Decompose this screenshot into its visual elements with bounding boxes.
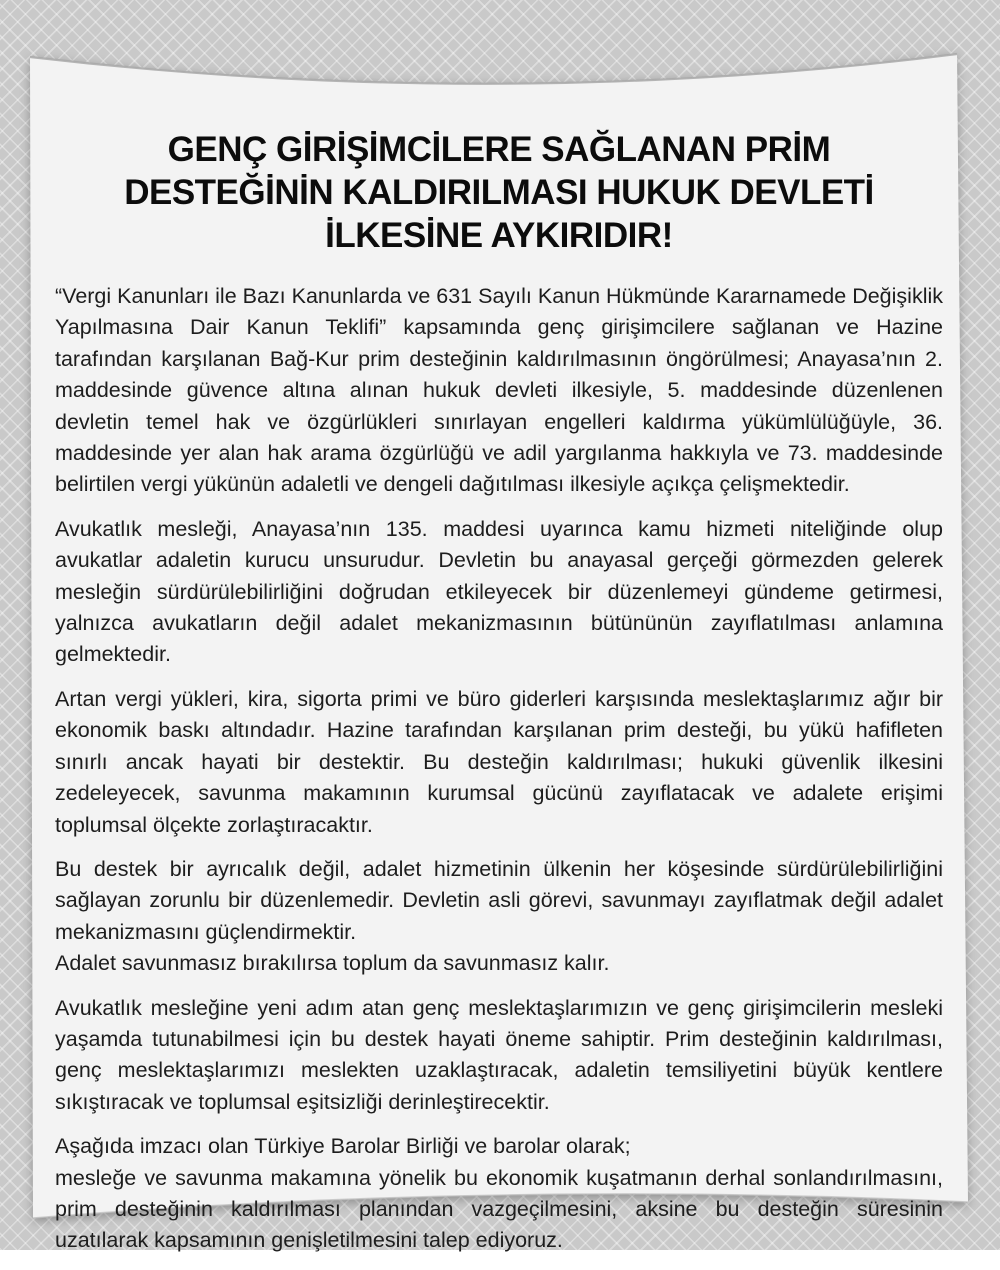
- paragraph-line: Bu destek bir ayrıcalık değil, adalet hizmetinin ülkenin her köşesinde sürdürülebilirliğini sağlayan zorunlu bir düzenlemedir. Devletin asli görevi, savunmayı zayıflatmak değil adalet mekanizmasını güçlendirmektir.: [55, 856, 943, 944]
- paragraph-line: Adalet savunmasız bırakılırsa toplum da savunmasız kalır.: [55, 951, 610, 976]
- title-line: İLKESİNE AYKIRIDIR!: [325, 216, 673, 255]
- paragraph: Avukatlık mesleği, Anayasa’nın 135. maddesi uyarınca kamu hizmeti niteliğinde olup avukatlar adaletin kurucu unsurudur. Devletin bu anayasal gerçeği görmezden gelerek mesleğin sürdürülebilirliğini doğrudan etkileyecek bir düzenlemeyi gündeme getirmesi, yalnızca avukatların değil adalet mekanizmasının bütününün zayıflatılması anlamına gelmektedir.: [55, 516, 943, 667]
- page-title: [55, 128, 943, 257]
- paragraph-line: mesleğe ve savunma makamına yönelik bu ekonomik kuşatmanın derhal sonlandırılmasını, prim desteğinin kaldırılması planından vazgeçilmesini, aksine bu desteğin süresinin uzatılarak kapsamının genişletilmesini talep ediyoruz.: [55, 1165, 943, 1253]
- statement-document: [55, 0, 943, 1270]
- title-line: GENÇ GİRİŞİMCİLERE SAĞLANAN PRİM: [167, 130, 831, 169]
- paragraph-line: Aşağıda imzacı olan Türkiye Barolar Birliği ve barolar olarak;: [55, 1134, 631, 1159]
- paragraph: [55, 854, 943, 980]
- title-line: DESTEĞİNİN KALDIRILMASI HUKUK DEVLETİ: [124, 173, 874, 212]
- paragraph: Artan vergi yükleri, kira, sigorta primi ve büro giderleri karşısında meslektaşlarımız ağır bir ekonomik baskı altındadır. Hazine tarafından karşılanan prim desteği, bu yükü hafifleten sınırlı ancak hayati bir destektir. Bu desteğin kaldırılması; hukuki güvenlik ilkesini zedeleyecek, savunma makamının kurumsal gücünü zayıflatacak ve adalete erişimi toplumsal ölçekte zorlaştıracaktır.: [55, 686, 943, 837]
- paragraph: Avukatlık mesleğine yeni adım atan genç meslektaşlarımızın ve genç girişimcilerin mesleki yaşamda tutunabilmesi için bu destek hayati öneme sahiptir. Prim desteğinin kaldırılması, genç meslektaşlarımızı meslekten uzaklaştıracak, adaletin temsiliyetini büyük kentlere sıkıştıracak ve toplumsal eşitsizliği derinleştirecektir.: [55, 995, 943, 1114]
- statement-body: [55, 281, 943, 1257]
- paragraph: “Vergi Kanunları ile Bazı Kanunlarda ve 631 Sayılı Kanun Hükmünde Kararnamede Değişiklik Yapılmasına Dair Kanun Teklifi” kapsamında genç girişimcilere sağlanan ve Hazine tarafından karşılanan Bağ-Kur prim desteğinin kaldırılmasının öngörülmesi; Anayasa’nın 2. maddesinde güvence altına alınan hukuk devleti ilkesiyle, 5. maddesinde düzenlenen devletin temel hak ve özgürlükleri sınırlayan engelleri kaldırma yükümlülüğüyle, 36. maddesinde yer alan hak arama özgürlüğü ve adil yargılanma hakkıyla ve 73. maddesinde belirtilen vergi yükünün adaletli ve dengeli dağıtılması ilkesiyle açıkça çelişmektedir.: [55, 284, 943, 497]
- paragraph: [55, 1131, 943, 1257]
